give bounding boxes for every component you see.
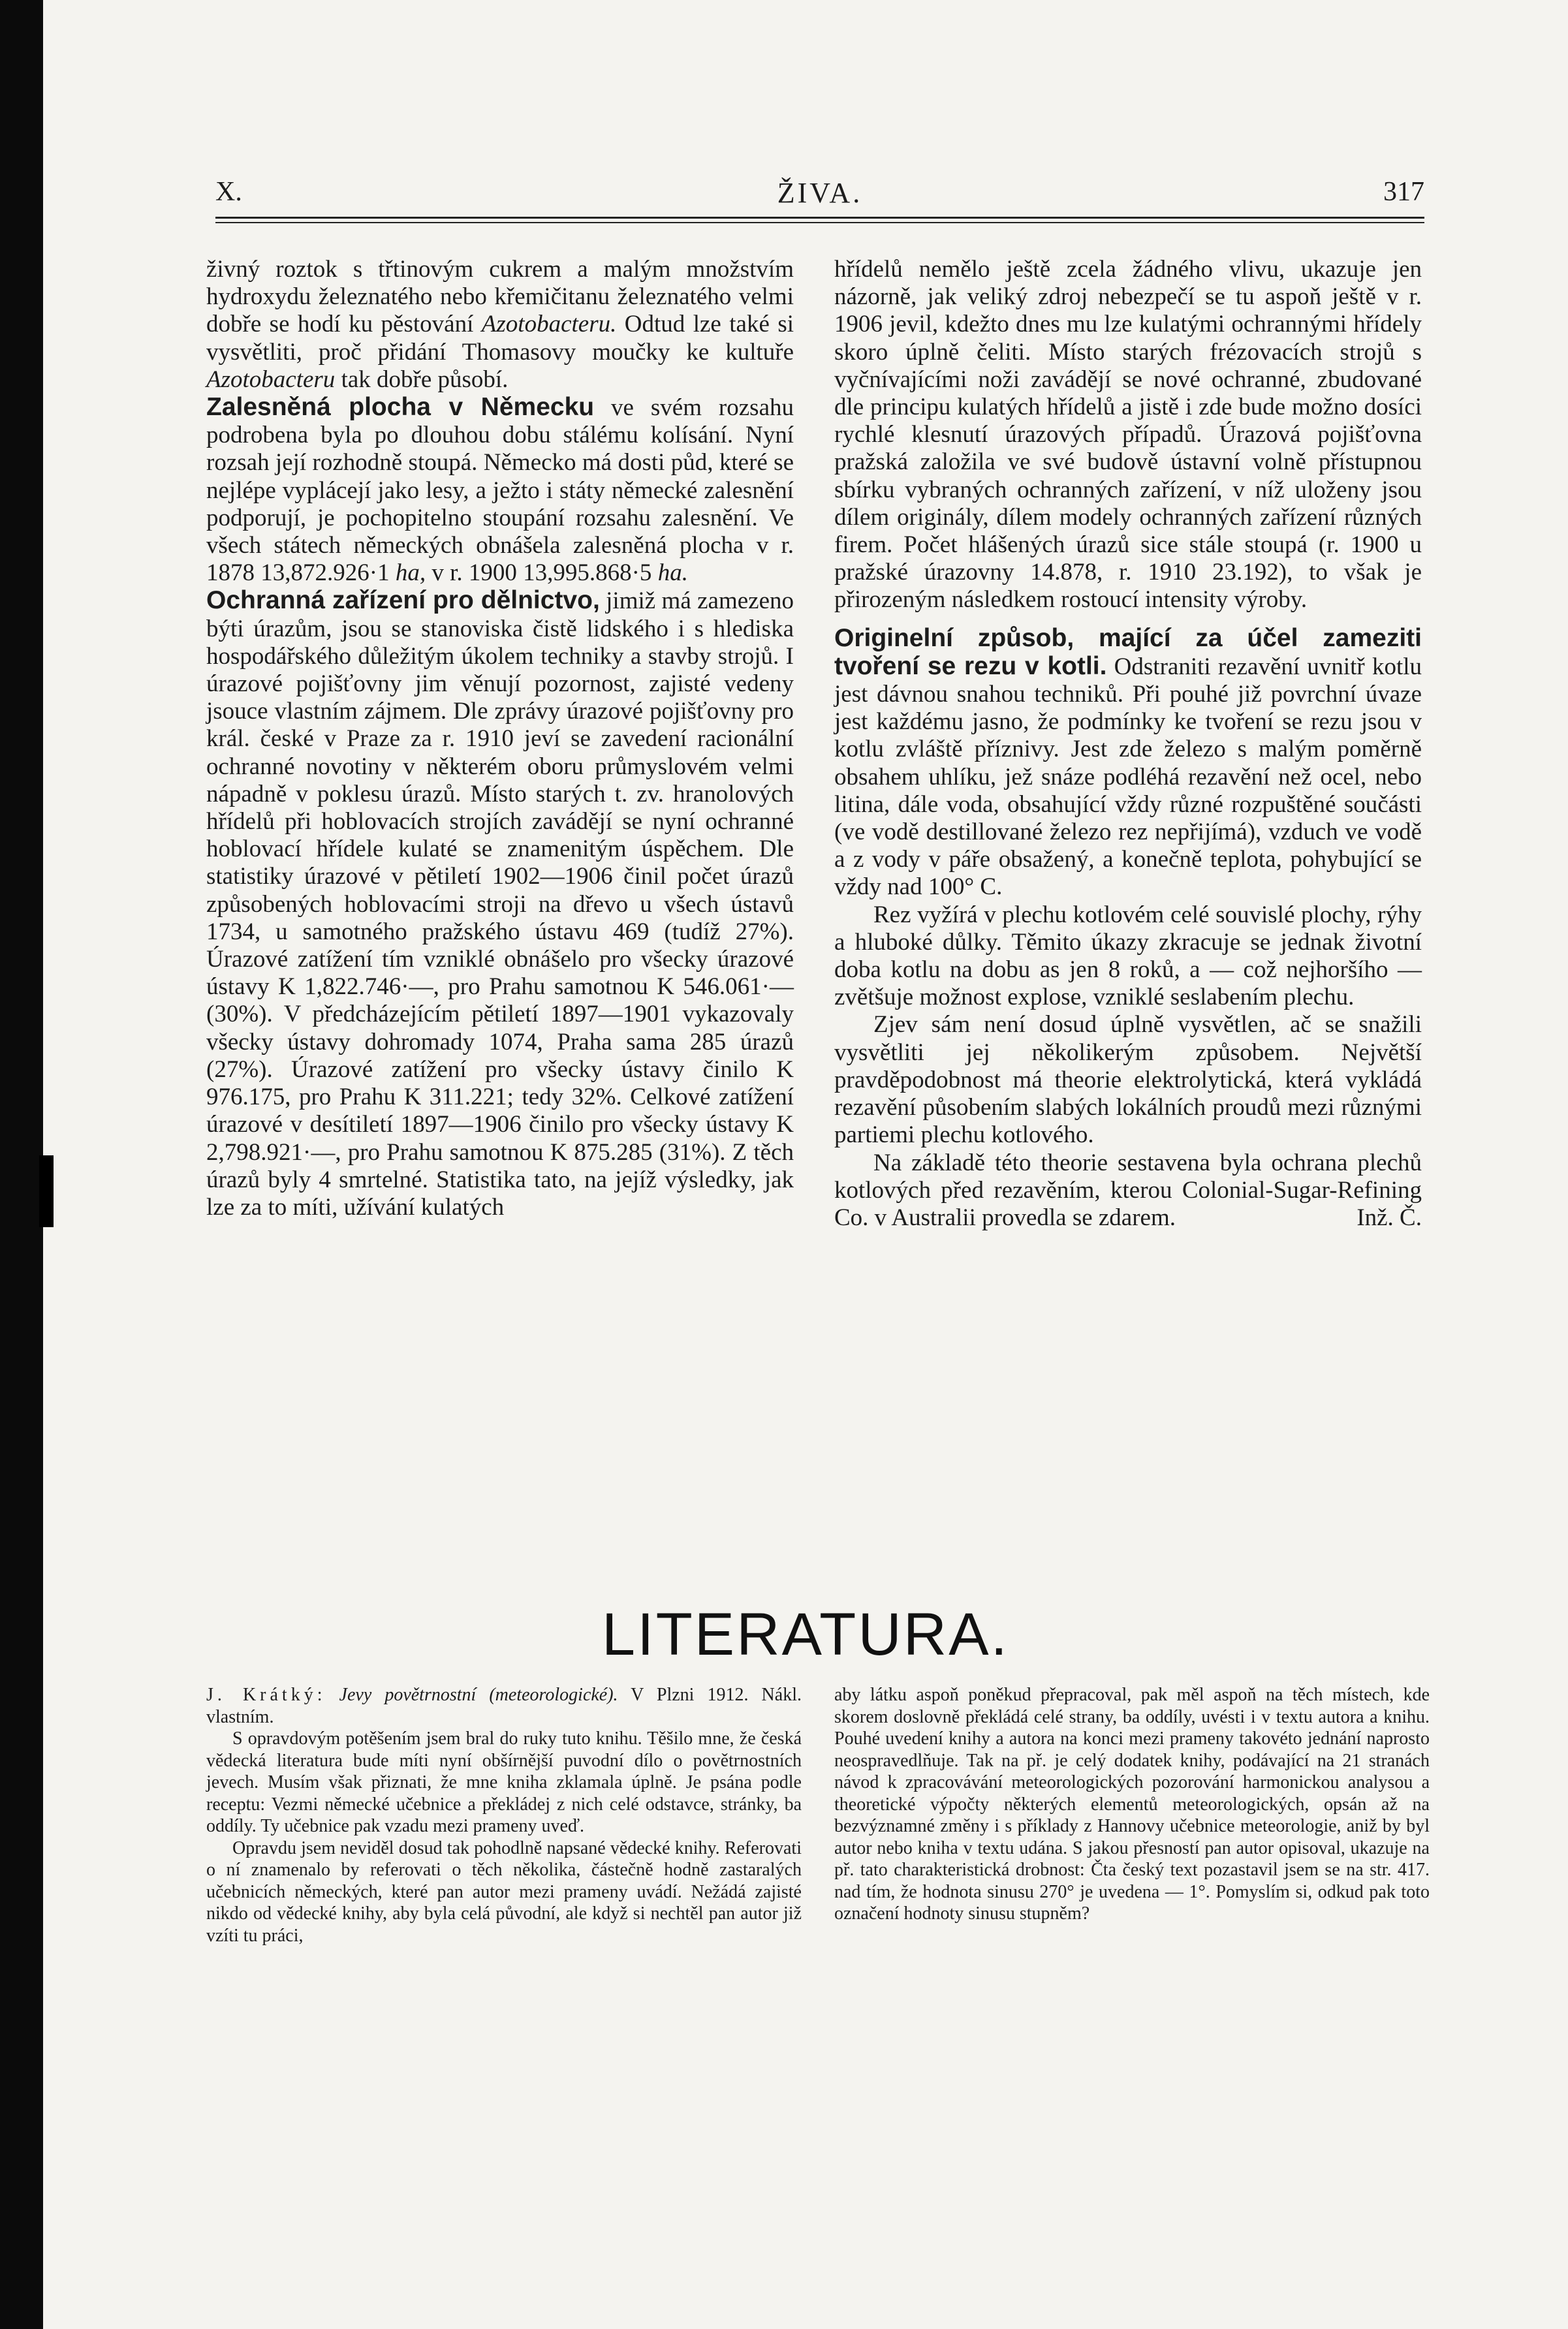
paragraph-safety: Ochranná zařízení pro dělnictvo, jimiž má zamezeno býti úrazům, jsou se stanoviska čistě lidského i s hlediska hospodářského důležitým úkolem techniky a stavby strojů. I úrazové pojišťovny jim věnují pozornost, zajisté vedeny jsouce vlastním zájmem. Dle zprávy úrazové pojišťovny pro král. české v Praze za r. 1910 jeví se zavedení racionální ochranné novotiny v některém oboru průmyslovém velmi nápadně v poklesu úrazů. Místo starých t. zv. hranolových hřídelů při hoblovacích strojích zavádějí se nyní ochranné hoblovací hřídele kulaté se znamenitým úspěchem. Dle statistiky úrazové v pětiletí 1902—1906 činil počet úrazů způsobených hoblovacími stroji na dřevo u všech ústavů 1734, u samotného pražského ústavu 469 (tudíž 27%). Úrazové zatížení tím vzniklé obnášelo pro všecky úrazové ústavy K 1,822.746·—, pro Prahu samotnou K 546.061·— (30%). V předcházejícím pětiletí 1897—1901 vykazovaly všecky ústavy dohromady 1074, Praha sama 285 úrazů (27%). Úrazové zatížení pro všecky ústavy činilo K 976.175, pro Prahu K 311.221; tedy 32%. Celkové zatížení úrazové v desítiletí 1897—1906 činilo pro všecky ústavy K 2,798.921·—, pro Prahu samotnou K 875.285 (31%). Z těch úrazů byly 4 smrtelné. Statistika tato, na jejíž výsledky, jak lze za to míti, užívání kulatých — [206, 586, 794, 1221]
section-heading-forest: Zalesněná plocha v Německu — [206, 393, 595, 422]
review-author: J. Krátký: — [206, 1685, 326, 1705]
review-citation: J. Krátký: Jevy povětrnostní (meteorologické). V Plzni 1912. Nákl. vlastním. — [206, 1685, 802, 1727]
review-paragraph-3: aby látku aspoň poněkud přepracoval, pak měl aspoň na těch místech, kde skorem doslovně překládá celé strany, ba oddíly, uvésti i v textu autora a knihu. Pouhé uvedení knihy a autora na konci mezi prameny takovéto jednání naprosto neospravedlňuje. Tak na př. je celý dodatek knihy, podávající na 21 stranách návod k zpracovávání meteorologických pozorování harmonickou analysou a theoretické výpočty některých elementů meteorologických, opsán až na bezvýznamné změny i s příklady z Hannovy učebnice meteorologie, aniž by byl autor nebo kniha v textu udána. S jakou přesností pan autor opisoval, ukazuje na př. tato charakteristická drobnost: Čta český text pozastavil jsem se na str. 417. nad tím, že hodnota sinusu 270° je uvedena — 1°. Pomyslím si, odkud pak toto označení hodnoty sinusu stupněm? — [834, 1685, 1430, 1924]
paragraph-rust-3: Zjev sám není dosud úplně vysvětlen, ač se snažili vysvětliti jej několikerým způsobem. Největší pravděpodobnost má theorie elektrolytická, která vykládá rezavění působením slabých lokálních proudů mezi různými partiemi plechu kotlového. — [834, 1011, 1422, 1149]
left-column — [206, 256, 794, 1221]
page — [43, 0, 1568, 2329]
paragraph-rust-4: Na základě této theorie sestavena byla ochrana plechů kotlových před rezavěním, kterou Colonial-Sugar-Refining Co. v Australii provedla se zdarem. Inž. Č. — [834, 1149, 1422, 1231]
running-header — [215, 176, 1424, 215]
review-paragraph-1: S opravdovým potěšením jsem bral do ruky tuto knihu. Těšilo mne, že česká vědecká literatura bude míti nyní obšírnější puvodní dílo o povětrnostních jevech. Musím však přiznati, že mne kniha zklamala úplně. Je psána podle receptu: Vezmi německé učebnice a překládej z nich celé odstavce, stránky, ba oddíly. Ty učebnice pak vzadu mezi prameny uveď. — [206, 1728, 802, 1836]
review-book-title: Jevy povětrnostní (meteorologické). — [339, 1685, 618, 1705]
right-column — [834, 256, 1422, 1232]
literature-title: LITERATURA. — [601, 1601, 1010, 1668]
review-right — [834, 1684, 1430, 1925]
paragraph-azotobacter: živný roztok s třtinovým cukrem a malým množstvím hydroxydu železnatého nebo křemičitanu železnatého velmi dobře se hodí ku pěstování Azotobacteru. Odtud lze také si vysvětliti, proč přidání Thomasovy moučky ke kultuře Azotobacteru tak dobře působí. — [206, 256, 794, 393]
paragraph-forest: Zalesněná plocha v Německu ve svém rozsahu podrobena byla po dlouhou dobu stálému kolísání. Nyní rozsah její rozhodně stoupá. Německo má dosti půd, které se nejlépe vyplácejí jako lesy, a ježto i státy německé zalesnění podporují, je pochopitelno stoupání rozsahu zalesnění. Ve všech státech německých obnášela zalesněná plocha v r. 1878 13,872.926·1 ha, v r. 1900 13,995.868·5 ha. — [206, 393, 794, 587]
header-rule — [215, 217, 1424, 219]
header-rule-thin — [215, 222, 1424, 223]
header-section: X. — [215, 177, 242, 207]
page-number: 317 — [1383, 177, 1424, 207]
review-left — [206, 1684, 802, 1946]
signature: Inž. Č. — [1356, 1204, 1422, 1231]
header-journal: ŽIVA. — [777, 177, 863, 209]
section-heading-safety: Ochranná zařízení pro dělnictvo, — [206, 586, 600, 615]
review-paragraph-2: Opravdu jsem neviděl dosud tak pohodlně napsané vědecké knihy. Referovati o ní znamenalo by referovati o těch několika, částečně hodně zastaralých učebnicích německých, které pan autor mezi prameny uvádí. Nežádá zajisté nikdo od vědecké knihy, aby byla celá původní, ale když si nechtěl pan autor již vzíti tu práci, — [206, 1837, 802, 1946]
paragraph-safety-cont: hřídelů nemělo ještě zcela žádného vlivu, ukazuje jen názorně, jak veliký zdroj nebezpečí se tu aspoň ještě v r. 1906 jevil, kdežto dnes mu lze kulatými ochrannými hřídely skoro úplně čeliti. Místo starých frézovacích strojů s vyčnívajícími noži zavádějí se nové ochranné, zbudované dle principu kulatých hřídelů a jistě i zde bude možno dosíci rychlé klesnutí úrazových případů. Úrazová pojišťovna pražská založila ve své budově ústavní volně přístupnou sbírku vybraných ochranných zařízení, v níž uloženy jsou dílem originály, dílem modely ochranných zařízení různých firem. Počet hlášených úrazů sice stále stoupá (r. 1900 u pražské úrazovny 14.878, r. 1910 23.192), to však je přirozeným následkem rostoucí intensity výroby. — [834, 256, 1422, 614]
paragraph-rust: Originelní způsob, mající za účel zameziti tvoření se rezu v kotli. Odstraniti rezavění uvnitř kotlu jest dávnou snahou techniků. Při pouhé již povrchní úvaze jest každému jasno, že podmínky ke tvoření se rezu jsou v kotlu zvláště příznivy. Jest zde železo s malým poměrně obsahem uhlíku, jež snáze podléhá rezavění než ocel, nebo litina, dále voda, obsahující vždy různé rozpuštěné součásti (ve vodě destillované železo rez nepřijímá), vzduch ve vodě a z vody v páře obsažený, a konečně teplota, pohybující se vždy nad 100° C. — [834, 623, 1422, 901]
scan-edge-mark — [39, 1155, 54, 1227]
paragraph-rust-2: Rez vyžírá v plechu kotlovém celé souvislé plochy, rýhy a hluboké důlky. Těmito úkazy zkracuje se jednak životní doba kotlu na dobu as jen 8 roků, a — což nejhoršího — zvětšuje možnost explose, vzniklé seslabením plechu. — [834, 901, 1422, 1011]
section-heading-rust: Originelní způsob, mající za účel zameziti tvoření se rezu v kotli. — [834, 623, 1422, 680]
